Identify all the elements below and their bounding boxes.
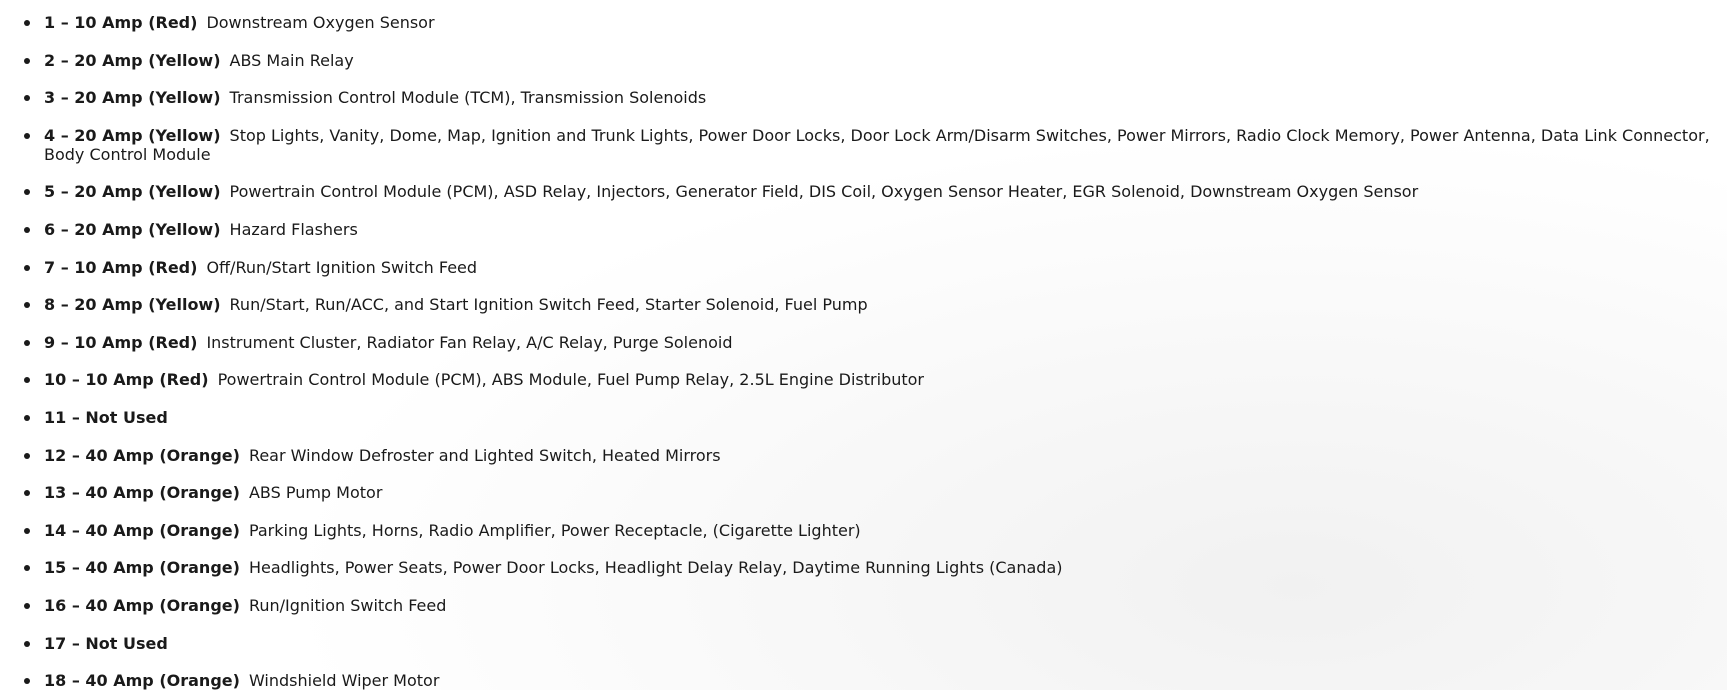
fuse-label: 14 – 40 Amp (Orange) (44, 520, 240, 540)
list-item (0, 446, 1727, 465)
list-item (0, 408, 1727, 427)
fuse-label: 16 – 40 Amp (Orange) (44, 595, 240, 615)
fuse-description: Downstream Oxygen Sensor (206, 13, 435, 32)
list-item (0, 634, 1727, 653)
fuse-description: Stop Lights, Vanity, Dome, Map, Ignition and Trunk Lights, Power Door Locks, Door Lock Arm/Disarm Switches, Power Mirrors, Radio Clock Memory, Power Antenna, Data Link Connector, Body Control Module (44, 125, 1710, 164)
list-item (0, 220, 1727, 239)
fuse-label: 5 – 20 Amp (Yellow) (44, 182, 221, 202)
fuse-label: 15 – 40 Amp (Orange) (44, 558, 240, 578)
fuse-description: Transmission Control Module (TCM), Transmission Solenoids (229, 88, 707, 108)
list-item (0, 182, 1727, 201)
fuse-description: Windshield Wiper Motor (248, 671, 440, 690)
fuse-description: Rear Window Defroster and Lighted Switch, Heated Mirrors (248, 445, 721, 465)
fuse-label: 18 – 40 Amp (Orange) (44, 671, 240, 690)
fuse-description: Hazard Flashers (229, 219, 358, 239)
fuse-description: ABS Pump Motor (248, 483, 383, 503)
fuse-description: Off/Run/Start Ignition Switch Feed (206, 257, 478, 277)
fuse-label: 11 – Not Used (44, 407, 168, 427)
fuse-label: 4 – 20 Amp (Yellow) (44, 125, 221, 145)
fuse-label: 12 – 40 Amp (Orange) (44, 445, 240, 465)
list-item (0, 295, 1727, 314)
fuse-description: Powertrain Control Module (PCM), ABS Module, Fuel Pump Relay, 2.5L Engine Distributor (217, 370, 924, 390)
list-item (0, 596, 1727, 615)
fuse-label: 13 – 40 Amp (Orange) (44, 483, 240, 503)
fuse-label: 10 – 10 Amp (Red) (44, 370, 209, 390)
list-item (0, 258, 1727, 277)
fuse-label: 2 – 20 Amp (Yellow) (44, 50, 221, 70)
fuse-description: Instrument Cluster, Radiator Fan Relay, A/C Relay, Purge Solenoid (206, 332, 733, 352)
fuse-label: 1 – 10 Amp (Red) (44, 13, 198, 32)
fuse-label: 6 – 20 Amp (Yellow) (44, 219, 221, 239)
fuse-label: 7 – 10 Amp (Red) (44, 257, 198, 277)
fuse-description: ABS Main Relay (229, 50, 354, 70)
fuse-label: 9 – 10 Amp (Red) (44, 332, 198, 352)
list-item (0, 13, 1727, 32)
list-item (0, 126, 1727, 164)
list-item (0, 671, 1727, 690)
fuse-label: 17 – Not Used (44, 633, 168, 653)
list-item (0, 370, 1727, 389)
fuse-description: Run/Start, Run/ACC, and Start Ignition Switch Feed, Starter Solenoid, Fuel Pump (229, 295, 868, 315)
list-item (0, 88, 1727, 107)
list-item (0, 483, 1727, 502)
fuse-description: Run/Ignition Switch Feed (248, 595, 447, 615)
list-item (0, 333, 1727, 352)
list-item (0, 51, 1727, 70)
list-item (0, 558, 1727, 577)
fuse-label: 8 – 20 Amp (Yellow) (44, 295, 221, 315)
fuse-label: 3 – 20 Amp (Yellow) (44, 88, 221, 108)
fuse-description: Powertrain Control Module (PCM), ASD Relay, Injectors, Generator Field, DIS Coil, Oxygen Sensor Heater, EGR Solenoid, Downstream Oxygen Sensor (229, 182, 1419, 202)
list-item (0, 521, 1727, 540)
fuse-description: Parking Lights, Horns, Radio Amplifier, Power Receptacle, (Cigarette Lighter) (248, 520, 861, 540)
fuse-description: Headlights, Power Seats, Power Door Locks, Headlight Delay Relay, Daytime Running Lights (Canada) (248, 558, 1063, 578)
